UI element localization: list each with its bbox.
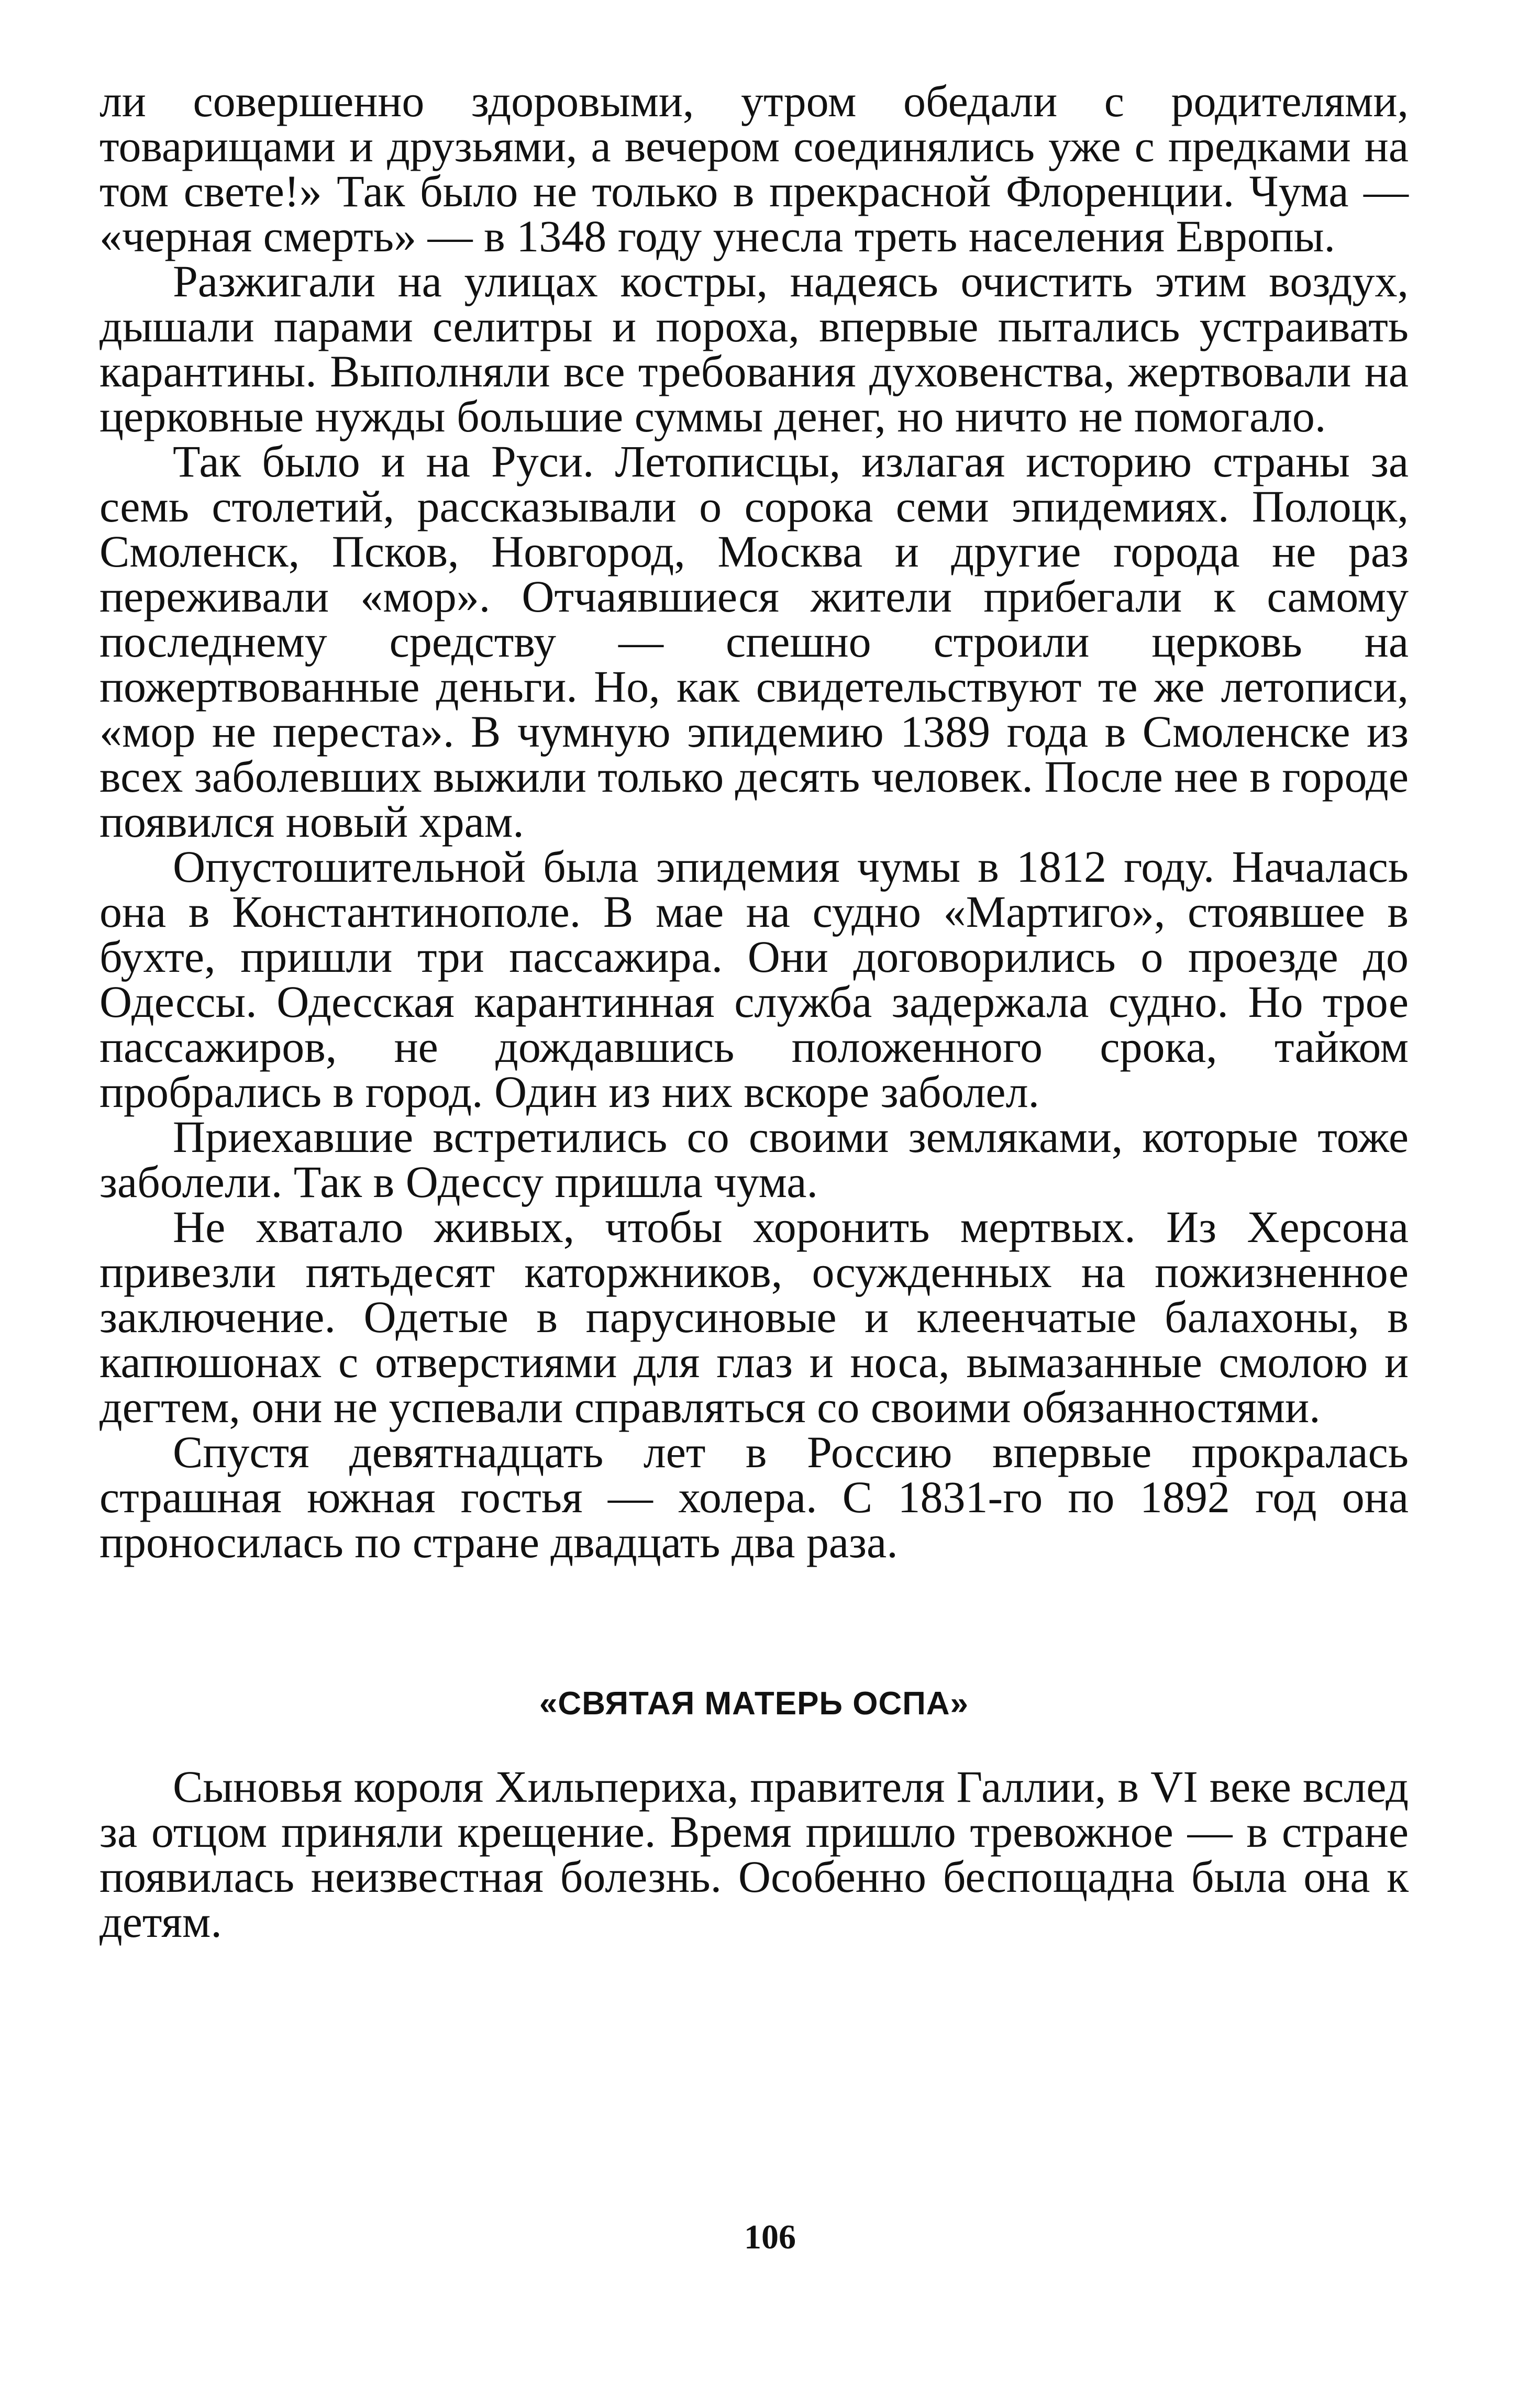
paragraph-cholera: Спустя девятнадцать лет в Россию впервые прокралась страшная южная гостья — холера. С 1831-го по 1892 год она проносилась по стране двадцать два раза. — [99, 1427, 1409, 1567]
paragraph-rus-chronicles: Так было и на Руси. Летописцы, излагая историю страны за семь столетий, рассказывали о сорока семи эпидемиях. Полоцк, Смоленск, Псков, Новгород, Москва и другие города не раз переживали «мор». Отчаявшиеся жители прибегали к самому последнему средству — спешно строили церковь на пожертвованные деньги. Но, как свидетельствуют те же летописи, «мор не переста». В чумную эпидемию 1389 года в Смоленске из всех заболевших выжили только десять человек. После нее в городе появился новый храм. — [99, 436, 1409, 847]
paragraph-plague-1812: Опустошительной была эпидемия чумы в 1812 году. Началась она в Константинополе. В мае на судно «Мартиго», стоявшее в бухте, пришли три пассажира. Они договорились о проезде до Одессы. Одесская карантинная служба задержала судно. Но трое пассажиров, не дождавшись положенного срока, тайком пробрались в город. Один из них вскоре заболел. — [99, 841, 1409, 1117]
paragraph-chilperic: Сыновья короля Хильпериха, правителя Галлии, в VI веке вслед за отцом приняли крещение. Время пришло тревожное — в стране появилась неизвестная болезнь. Особенно беспощадна была она к детям. — [99, 1761, 1409, 1947]
paragraph-black-death: ли совершенно здоровыми, утром обедали с родителями, товарищами и друзьями, а вечером соединялись уже с предками на том свете!» Так было не только в прекрасной Флоренции. Чума — «черная смерть» — в 1348 году унесла треть населения Европы. — [99, 76, 1409, 261]
paragraph-convicts: Не хватало живых, чтобы хоронить мертвых. Из Херсона привезли пятьдесят каторжников, осужденных на пожизненное заключение. Одетые в парусиновые и клеенчатые балахоны, в капюшонах с отверстиями для глаз и носа, вымазанные смолою и дегтем, они не успевали справляться со своими обязанностями. — [99, 1202, 1409, 1432]
paragraph-bonfires: Разжигали на улицах костры, надеясь очистить этим воздух, дышали парами селитры и пороха, впервые пытались устраивать карантины. Выполняли все требования духовенства, жертвовали на церковные нужды большие суммы денег, но ничто не помогало. — [99, 256, 1409, 441]
page-body — [99, 76, 1409, 1947]
section-heading: «СВЯТАЯ МАТЕРЬ ОСПА» — [539, 1686, 969, 1722]
page-number: 106 — [744, 2218, 796, 2256]
paragraph-odessa-plague: Приехавшие встретились со своими земляками, которые тоже заболели. Так в Одессу пришла чума. — [99, 1112, 1409, 1207]
